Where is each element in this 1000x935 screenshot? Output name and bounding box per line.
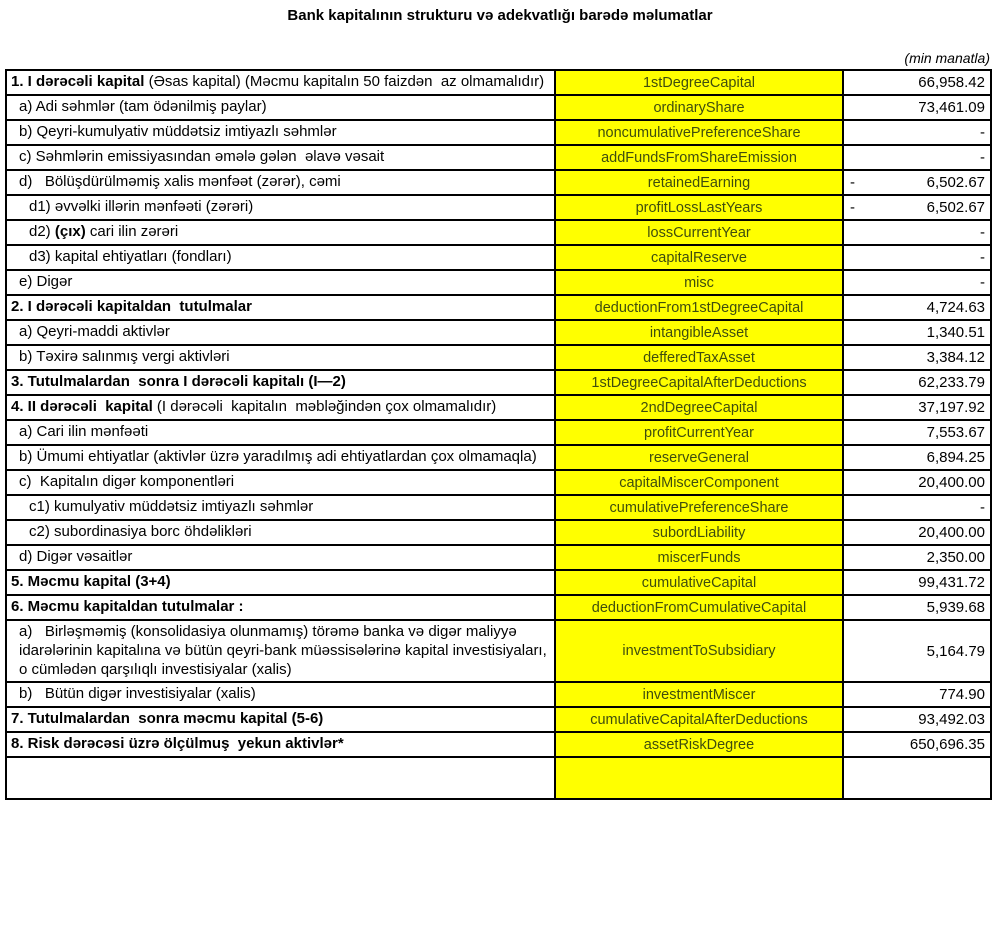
- code-text: ordinaryShare: [653, 99, 745, 116]
- indicator-label-cell: [6, 732, 555, 757]
- label-segment: 8. Risk dərəcəsi üzrə ölçülmuş yekun aktivlər*: [11, 735, 344, 753]
- value-text: 5,164.79: [926, 642, 985, 660]
- value-cell: [843, 295, 991, 320]
- indicator-label-cell: [6, 520, 555, 545]
- indicator-label-cell: [6, 320, 555, 345]
- code-text: profitLossLastYears: [635, 199, 763, 216]
- label-segment: 1. I dərəcəli kapital: [11, 73, 145, 91]
- indicator-label-cell: [6, 495, 555, 520]
- value-cell: [843, 545, 991, 570]
- code-text: misc: [684, 274, 714, 291]
- value-text: -: [980, 224, 985, 241]
- label-segment: d) Bölüşdürülməmiş xalis mənfəət (zərər), cəmi: [19, 173, 341, 191]
- label-segment: c2) subordinasiya borc öhdəlikləri: [29, 523, 252, 541]
- table-row: [6, 195, 991, 220]
- table-row: [6, 620, 991, 682]
- label-segment: 5. Məcmu kapital (3+4): [11, 573, 171, 591]
- indicator-label-cell: [6, 420, 555, 445]
- table-row: [6, 220, 991, 245]
- indicator-label-cell: [6, 270, 555, 295]
- value-cell: [843, 320, 991, 345]
- table-row: [6, 732, 991, 757]
- code-text: profitCurrentYear: [644, 424, 754, 441]
- value-cell: [843, 195, 991, 220]
- code-cell: [555, 595, 843, 620]
- indicator-label-cell: [6, 570, 555, 595]
- indicator-label-cell: [6, 620, 555, 682]
- label-segment: a) Birləşməmiş (konsolidasiya olunmamış) törəmə banka və digər maliyyə idarələrinin kapitalına və bütün qeyri-bank müəssisələrinə kapital investisiyaları, o cümlədən qarşılıqlı investisiyalar (xalis): [19, 623, 551, 678]
- indicator-label-cell: [6, 470, 555, 495]
- value-text: 93,492.03: [918, 711, 985, 729]
- value-text: -: [980, 499, 985, 516]
- indicator-label-cell: [6, 595, 555, 620]
- label-segment: a) Qeyri-maddi aktivlər: [19, 323, 170, 341]
- label-segment: d1) əvvəlki illərin mənfəəti (zərəri): [29, 198, 254, 216]
- table-row: [6, 520, 991, 545]
- value-cell: [843, 495, 991, 520]
- label-segment: (çıx): [54, 223, 86, 241]
- code-cell: [555, 70, 843, 95]
- value-text: 3,384.12: [926, 349, 985, 366]
- value-cell: [843, 220, 991, 245]
- value-text: 62,233.79: [918, 374, 985, 391]
- label-segment: c) Səhmlərin emissiyasından əmələ gələn əlavə vəsait: [19, 148, 385, 166]
- value-text: 650,696.35: [909, 736, 985, 754]
- table-row: [6, 170, 991, 195]
- code-cell: [555, 270, 843, 295]
- value-text: 20,400.00: [918, 524, 985, 541]
- value-text: 6,502.67: [926, 199, 985, 216]
- label-segment: b) Təxirə salınmış vergi aktivləri: [19, 348, 230, 366]
- value-text: -: [980, 274, 985, 291]
- label-segment: cari ilin zərəri: [85, 223, 179, 241]
- code-cell: [555, 570, 843, 595]
- value-cell: [843, 757, 991, 799]
- code-text: 1stDegreeCapitalAfterDeductions: [591, 374, 807, 391]
- code-cell: [555, 145, 843, 170]
- label-segment: c) Kapitalın digər komponentləri: [19, 473, 235, 491]
- table-row: [6, 707, 991, 732]
- label-segment: 7. Tutulmalardan sonra məcmu kapital (5-6): [11, 710, 324, 728]
- indicator-label-cell: [6, 682, 555, 707]
- table-row: [6, 420, 991, 445]
- code-cell: [555, 170, 843, 195]
- value-cell: [843, 732, 991, 757]
- indicator-label-cell: [6, 295, 555, 320]
- table-row: [6, 682, 991, 707]
- document-title: Bank kapitalının strukturu və adekvatlığı barədə məlumatlar: [287, 7, 713, 24]
- code-text: addFundsFromShareEmission: [601, 149, 797, 166]
- indicator-label-cell: [6, 545, 555, 570]
- table-row: [6, 120, 991, 145]
- indicator-label-cell: [6, 195, 555, 220]
- label-segment: b) Qeyri-kumulyativ müddətsiz imtiyazlı səhmlər: [19, 123, 337, 141]
- indicator-label-cell: [6, 245, 555, 270]
- table-row: [6, 757, 991, 799]
- indicator-label-cell: [6, 95, 555, 120]
- code-text: lossCurrentYear: [647, 224, 751, 241]
- code-cell: [555, 320, 843, 345]
- table-row: [6, 270, 991, 295]
- code-cell: [555, 220, 843, 245]
- capital-structure-table: [5, 69, 992, 800]
- value-cell: [843, 245, 991, 270]
- code-text: cumulativeCapital: [641, 574, 757, 591]
- value-cell: [843, 120, 991, 145]
- code-text: 1stDegreeCapital: [642, 74, 756, 91]
- indicator-label-cell: [6, 757, 555, 799]
- code-cell: [555, 370, 843, 395]
- value-text: 1,340.51: [926, 324, 985, 341]
- value-text: 774.90: [939, 686, 985, 704]
- value-cell: [843, 345, 991, 370]
- value-cell: [843, 95, 991, 120]
- value-cell: [843, 370, 991, 395]
- label-segment: 3. Tutulmalardan sonra I dərəcəli kapitalı (I—2): [11, 373, 346, 391]
- value-cell: [843, 570, 991, 595]
- table-row: [6, 395, 991, 420]
- code-text: intangibleAsset: [649, 324, 749, 341]
- label-segment: a) Adi səhmlər (tam ödənilmiş paylar): [19, 98, 267, 116]
- code-cell: [555, 345, 843, 370]
- code-cell: [555, 245, 843, 270]
- code-cell: [555, 395, 843, 420]
- code-text: miscerFunds: [657, 549, 741, 566]
- code-text: capitalReserve: [651, 249, 747, 266]
- code-cell: [555, 295, 843, 320]
- label-segment: 2. I dərəcəli kapitaldan tutulmalar: [11, 298, 252, 316]
- code-text: cumulativeCapitalAfterDeductions: [590, 711, 808, 728]
- value-cell: [843, 707, 991, 732]
- value-text: 66,958.42: [918, 74, 985, 91]
- indicator-label-cell: [6, 707, 555, 732]
- indicator-label-cell: [6, 70, 555, 95]
- value-cell: [843, 70, 991, 95]
- label-segment: b) Ümumi ehtiyatlar (aktivlər üzrə yaradılmış adi ehtiyatlardan çox olmamaqla): [19, 448, 537, 466]
- code-cell: [555, 495, 843, 520]
- value-cell: [843, 420, 991, 445]
- table-row: [6, 245, 991, 270]
- table-row: [6, 370, 991, 395]
- table-row: [6, 445, 991, 470]
- label-segment: 4. II dərəcəli kapital: [11, 398, 153, 416]
- code-cell: [555, 445, 843, 470]
- code-text: 2ndDegreeCapital: [640, 399, 758, 416]
- value-text: -: [980, 149, 985, 166]
- code-cell: [555, 682, 843, 707]
- code-text: investmentMiscer: [642, 686, 756, 703]
- code-text: capitalMiscerComponent: [619, 474, 779, 491]
- table-row: [6, 595, 991, 620]
- value-text: 6,502.67: [926, 174, 985, 191]
- table-body: [6, 70, 991, 799]
- indicator-label-cell: [6, 370, 555, 395]
- indicator-label-cell: [6, 145, 555, 170]
- code-cell: [555, 95, 843, 120]
- value-cell: [843, 445, 991, 470]
- table-row: [6, 470, 991, 495]
- code-cell: [555, 732, 843, 757]
- code-cell: [555, 520, 843, 545]
- code-cell: [555, 545, 843, 570]
- indicator-label-cell: [6, 395, 555, 420]
- value-text: 73,461.09: [918, 99, 985, 116]
- code-text: reserveGeneral: [649, 449, 749, 466]
- code-cell: [555, 620, 843, 682]
- code-text: assetRiskDegree: [643, 736, 755, 753]
- value-text: 7,553.67: [926, 424, 985, 441]
- table-row: [6, 495, 991, 520]
- value-cell: [843, 395, 991, 420]
- code-text: cumulativePreferenceShare: [609, 499, 789, 516]
- value-cell: [843, 595, 991, 620]
- code-cell: [555, 420, 843, 445]
- table-row: [6, 320, 991, 345]
- code-text: defferedTaxAsset: [643, 349, 755, 366]
- label-segment: 6. Məcmu kapitaldan tutulmalar :: [11, 598, 244, 616]
- code-cell: [555, 195, 843, 220]
- code-cell: [555, 757, 843, 799]
- value-text: 2,350.00: [926, 549, 985, 566]
- indicator-label-cell: [6, 220, 555, 245]
- code-text: noncumulativePreferenceShare: [597, 124, 801, 141]
- label-segment: a) Cari ilin mənfəəti: [19, 423, 149, 441]
- code-cell: [555, 470, 843, 495]
- value-text: 5,939.68: [926, 599, 985, 616]
- value-text: 6,894.25: [926, 449, 985, 466]
- label-segment: d3) kapital ehtiyatları (fondları): [29, 248, 232, 266]
- value-text: 20,400.00: [918, 474, 985, 491]
- value-cell: [843, 270, 991, 295]
- indicator-label-cell: [6, 170, 555, 195]
- negative-sign: -: [850, 199, 855, 216]
- value-cell: [843, 682, 991, 707]
- table-row: [6, 70, 991, 95]
- table-row: [6, 345, 991, 370]
- value-text: -: [980, 249, 985, 266]
- value-text: 37,197.92: [918, 399, 985, 416]
- indicator-label-cell: [6, 120, 555, 145]
- value-text: -: [980, 124, 985, 141]
- label-segment: c1) kumulyativ müddətsiz imtiyazlı səhmlər: [29, 498, 314, 516]
- code-text: deductionFromCumulativeCapital: [591, 599, 807, 616]
- label-segment: (Əsas kapital) (Məcmu kapitalın 50 faizdən az olmamalıdır): [144, 73, 545, 91]
- label-segment: e) Digər: [19, 273, 73, 291]
- table-row: [6, 295, 991, 320]
- unit-note: (min manatla): [904, 50, 990, 66]
- table-row: [6, 145, 991, 170]
- value-cell: [843, 470, 991, 495]
- value-cell: [843, 620, 991, 682]
- label-segment: d) Digər vəsaitlər: [19, 548, 133, 566]
- value-text: 4,724.63: [926, 299, 985, 316]
- negative-sign: -: [850, 174, 855, 191]
- code-cell: [555, 120, 843, 145]
- label-segment: d2): [29, 223, 55, 241]
- table-row: [6, 570, 991, 595]
- label-segment: (I dərəcəli kapitalın məbləğindən çox olmamalıdır): [152, 398, 497, 416]
- code-text: investmentToSubsidiary: [622, 643, 776, 660]
- indicator-label-cell: [6, 345, 555, 370]
- code-cell: [555, 707, 843, 732]
- value-cell: [843, 170, 991, 195]
- table-row: [6, 545, 991, 570]
- indicator-label-cell: [6, 445, 555, 470]
- code-text: subordLiability: [652, 524, 746, 541]
- code-text: deductionFrom1stDegreeCapital: [594, 299, 804, 316]
- table-row: [6, 95, 991, 120]
- label-segment: b) Bütün digər investisiyalar (xalis): [19, 685, 256, 703]
- code-text: retainedEarning: [647, 174, 751, 191]
- value-cell: [843, 520, 991, 545]
- value-text: 99,431.72: [918, 574, 985, 591]
- value-cell: [843, 145, 991, 170]
